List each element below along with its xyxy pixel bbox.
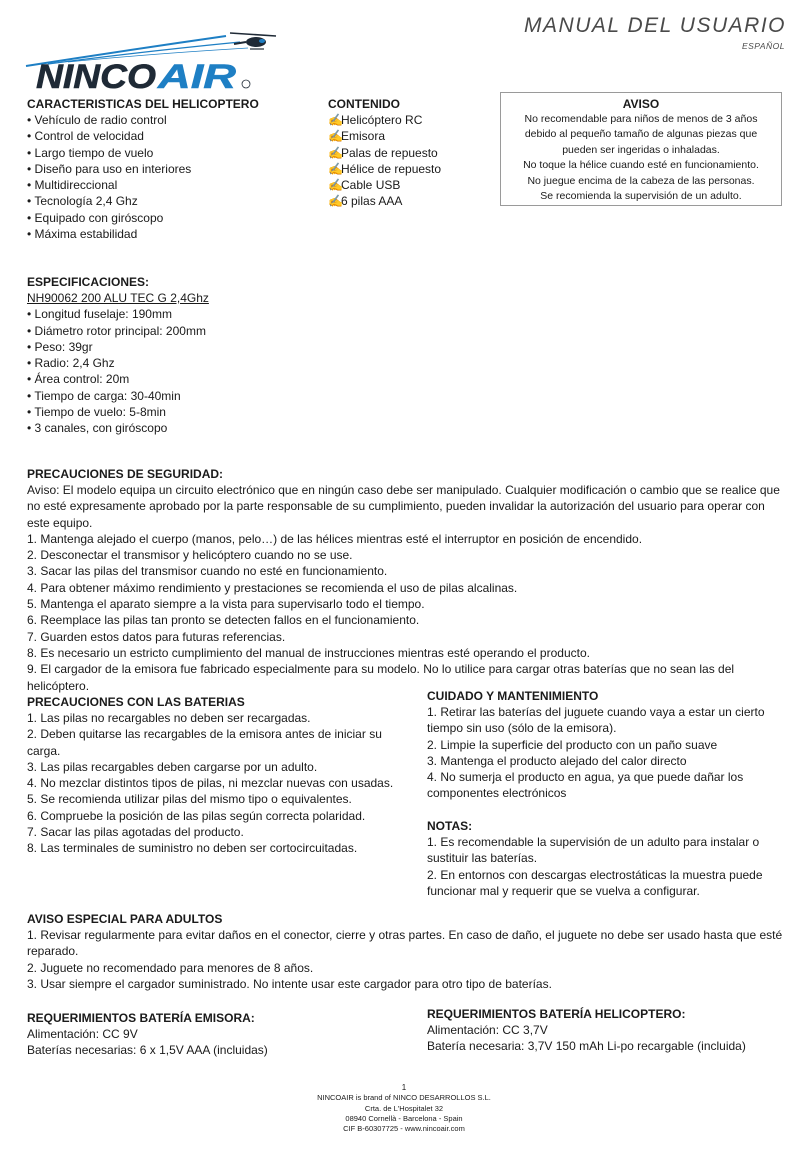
specs-list [27, 306, 327, 436]
list-item: • Control de velocidad [27, 128, 307, 144]
nincoair-logo [8, 22, 308, 102]
list-item: 4. Para obtener máximo rendimiento y prestaciones se recomienda el uso de pilas alcalinas. [27, 580, 518, 595]
list-item [328, 177, 498, 193]
transmitter-req-section [27, 1010, 407, 1059]
list-item: • Equipado con giróscopo [27, 210, 307, 226]
list-item: 7. Sacar las pilas agotadas del producto. [27, 825, 244, 840]
list-item: 1. Revisar regularmente para evitar daños en el conector, cierre y otras partes. En caso de daño, el juguete no debe ser usado hasta que esté reparado. [27, 928, 783, 959]
adults-list [27, 927, 787, 992]
logo-graphic [8, 22, 308, 102]
list-item: • Largo tiempo de vuelo [27, 145, 307, 161]
specs-model: NH90062 200 ALU TEC G 2,4Ghz [27, 291, 209, 305]
pen-icon: ✍ [328, 194, 343, 209]
list-item: • Diseño para uso en interiores [27, 161, 307, 177]
list-item-label: Hélice de repuesto [341, 161, 442, 176]
care-title: CUIDADO Y MANTENIMIENTO [427, 689, 599, 703]
list-item: 5. Mantenga el aparato siempre a la vista para supervisarlo todo el tiempo. [27, 597, 425, 612]
heli-req-section [427, 1006, 787, 1055]
list-item-label: Helicóptero RC [341, 113, 423, 127]
safety-section [27, 466, 787, 694]
list-item: • Peso: 39gr [27, 339, 327, 355]
batteries-title: PRECAUCIONES CON LAS BATERIAS [27, 695, 245, 709]
heli-req-power: Alimentación: CC 3,7V [427, 1023, 548, 1037]
pen-icon: ✍ [328, 161, 343, 176]
batteries-list [27, 710, 412, 857]
list-item: 7. Guarden estos datos para futuras referencias. [27, 629, 286, 644]
list-item: 2. En entornos con descargas electrostáticas la muestra puede funcionar mal y requerir que se vuelva a configurar. [427, 867, 763, 898]
notes-title: NOTAS: [427, 819, 473, 833]
list-item: 3. Sacar las pilas del transmisor cuando no esté en funcionamiento. [27, 564, 388, 579]
warning-title: AVISO [622, 97, 660, 111]
list-item: 2. Desconectar el transmisor y helicóptero cuando no se use. [27, 548, 353, 563]
list-item: 8. Es necesario un estricto cumplimiento del manual de instrucciones mientras esté operando el producto. [27, 645, 590, 660]
transmitter-req-batteries: Baterías necesarias: 6 x 1,5V AAA (incluidas) [27, 1043, 268, 1058]
list-item: • Tiempo de vuelo: 5-8min [27, 404, 327, 420]
features-title: CARACTERISTICAS DEL HELICOPTERO [27, 97, 259, 111]
list-item: • Área control: 20m [27, 371, 327, 387]
warning-line: No recomendable para niños de menos de 3 años [524, 113, 758, 125]
contents-title: CONTENIDO [328, 97, 400, 111]
list-item: 1. Retirar las baterías del juguete cuando vaya a estar un cierto tiempo sin uso (sólo de la emisora). [427, 705, 765, 736]
specs-section [27, 274, 327, 437]
list-item: • Radio: 2,4 Ghz [27, 355, 327, 371]
pen-icon: ✍ [328, 145, 343, 160]
safety-list [27, 531, 787, 694]
care-list [427, 704, 787, 802]
footer-city: 08940 Cornellà - Barcelona - Spain [345, 1113, 463, 1123]
pen-icon: ✍ [328, 178, 343, 193]
list-item: 8. Las terminales de suministro no deben ser cortocircuitadas. [27, 841, 358, 856]
list-item: 4. No sumerja el producto en agua, ya que puede dañar los componentes electrónicos [427, 770, 744, 801]
list-item: 2. Limpie la superficie del producto con un paño suave [427, 737, 718, 752]
list-item: 5. Se recomienda utilizar pilas del mismo tipo o equivalentes. [27, 792, 352, 807]
warning-box [500, 92, 782, 206]
heli-req-title: REQUERIMIENTOS BATERÍA HELICOPTERO: [427, 1007, 686, 1021]
list-item-label: 6 pilas AAA [341, 194, 403, 209]
list-item: • Tecnología 2,4 Ghz [27, 193, 307, 209]
list-item: • Diámetro rotor principal: 200mm [27, 323, 327, 339]
list-item-label: Emisora [341, 129, 386, 144]
footer-cif: CIF B-60307725 - www.nincoair.com [343, 1124, 465, 1134]
pen-icon: ✍ [328, 113, 343, 127]
warning-line: pueden ser ingeridas o inhaladas. [562, 143, 720, 156]
list-item-label: Cable USB [341, 178, 401, 193]
helicopter-icon [230, 33, 276, 49]
transmitter-req-power: Alimentación: CC 9V [27, 1027, 138, 1041]
list-item: • Multidireccional [27, 177, 307, 193]
list-item: 1. Mantenga alejado el cuerpo (manos, pelo…) de las hélices mientras esté el interruptor en posición de encendido. [27, 531, 643, 546]
language-label: ESPAÑOL [741, 41, 785, 51]
transmitter-req-title: REQUERIMIENTOS BATERÍA EMISORA: [27, 1011, 255, 1025]
list-item: 4. No mezclar distintos tipos de pilas, ni mezclar nuevas con usadas. [27, 776, 394, 791]
list-item [328, 161, 498, 177]
features-list [27, 112, 307, 242]
adults-section [27, 911, 787, 992]
care-section [427, 688, 787, 802]
footer-brand: NINCOAIR is brand of NINCO DESARROLLOS S.L. [317, 1093, 491, 1103]
svg-text:AIR: AIR [156, 58, 237, 96]
features-section [27, 96, 307, 242]
notes-list [427, 834, 787, 899]
contents-list [328, 112, 498, 210]
list-item: • Vehículo de radio control [27, 112, 307, 128]
list-item: 3. Las pilas recargables deben cargarse por un adulto. [27, 759, 318, 774]
list-item: • Máxima estabilidad [27, 226, 307, 242]
list-item [328, 193, 498, 209]
list-item [328, 112, 498, 128]
list-item: • Longitud fuselaje: 190mm [27, 306, 327, 322]
footer-address: Crta. de L'Hospitalet 32 [364, 1103, 444, 1113]
notes-section [427, 818, 787, 899]
warning-line: Se recomienda la supervisión de un adulto. [540, 190, 742, 203]
footer [0, 1083, 808, 1134]
heli-req-batteries: Batería necesaria: 3,7V 150 mAh Li-po recargable (incluida) [427, 1039, 746, 1054]
warning-line: No toque la hélice cuando esté en funcionamiento. [523, 159, 759, 172]
adults-title: AVISO ESPECIAL PARA ADULTOS [27, 912, 223, 926]
list-item: 6. Compruebe la posición de las pilas según correcta polaridad. [27, 808, 366, 823]
manual-title: MANUAL DEL USUARIO [524, 14, 786, 37]
list-item [328, 145, 498, 161]
safety-intro: Aviso: El modelo equipa un circuito electrónico que en ningún caso debe ser manipulado. Cualquier modificación o cambio que se realice que no esté expresamente aprobado por la parte responsable de su cumplimiento, pueden invalidar la autorización del usuario para operar con este equipo. [27, 483, 780, 530]
list-item: 2. Juguete no recomendado para menores de 8 años. [27, 960, 314, 975]
list-item: 1. Las pilas no recargables no deben ser recargadas. [27, 711, 311, 725]
list-item: • Tiempo de carga: 30-40min [27, 388, 327, 404]
list-item: 2. Deben quitarse las recargables de la emisora antes de iniciar su carga. [27, 727, 382, 758]
specs-title: ESPECIFICACIONES: [27, 275, 150, 289]
svg-text:NINCO: NINCO [36, 58, 156, 96]
pen-icon: ✍ [328, 129, 343, 144]
warning-line: No juegue encima de la cabeza de las personas. [527, 174, 755, 187]
warning-line: debido al pequeño tamaño de algunas piezas que [524, 128, 758, 141]
list-item: 3. Usar siempre el cargador suministrado. No intente usar este cargador para otro tipo de baterías. [27, 976, 552, 991]
list-item: 9. El cargador de la emisora fue fabricado especialmente para su modelo. No lo utilice para cargar otras baterías que no sean las del helicóptero. [27, 662, 735, 693]
list-item-label: Palas de repuesto [341, 145, 438, 160]
list-item: 6. Reemplace las pilas tan pronto se detecten fallos en el funcionamiento. [27, 613, 420, 628]
list-item [328, 128, 498, 144]
list-item: 3. Mantenga el producto alejado del calor directo [427, 753, 687, 768]
batteries-section [27, 694, 412, 857]
contents-section [328, 96, 498, 210]
list-item: • 3 canales, con giróscopo [27, 420, 327, 436]
safety-title: PRECAUCIONES DE SEGURIDAD: [27, 467, 224, 481]
list-item: 1. Es recomendable la supervisión de un adulto para instalar o sustituir las baterías. [427, 835, 760, 866]
page-number: 1 [401, 1083, 407, 1092]
